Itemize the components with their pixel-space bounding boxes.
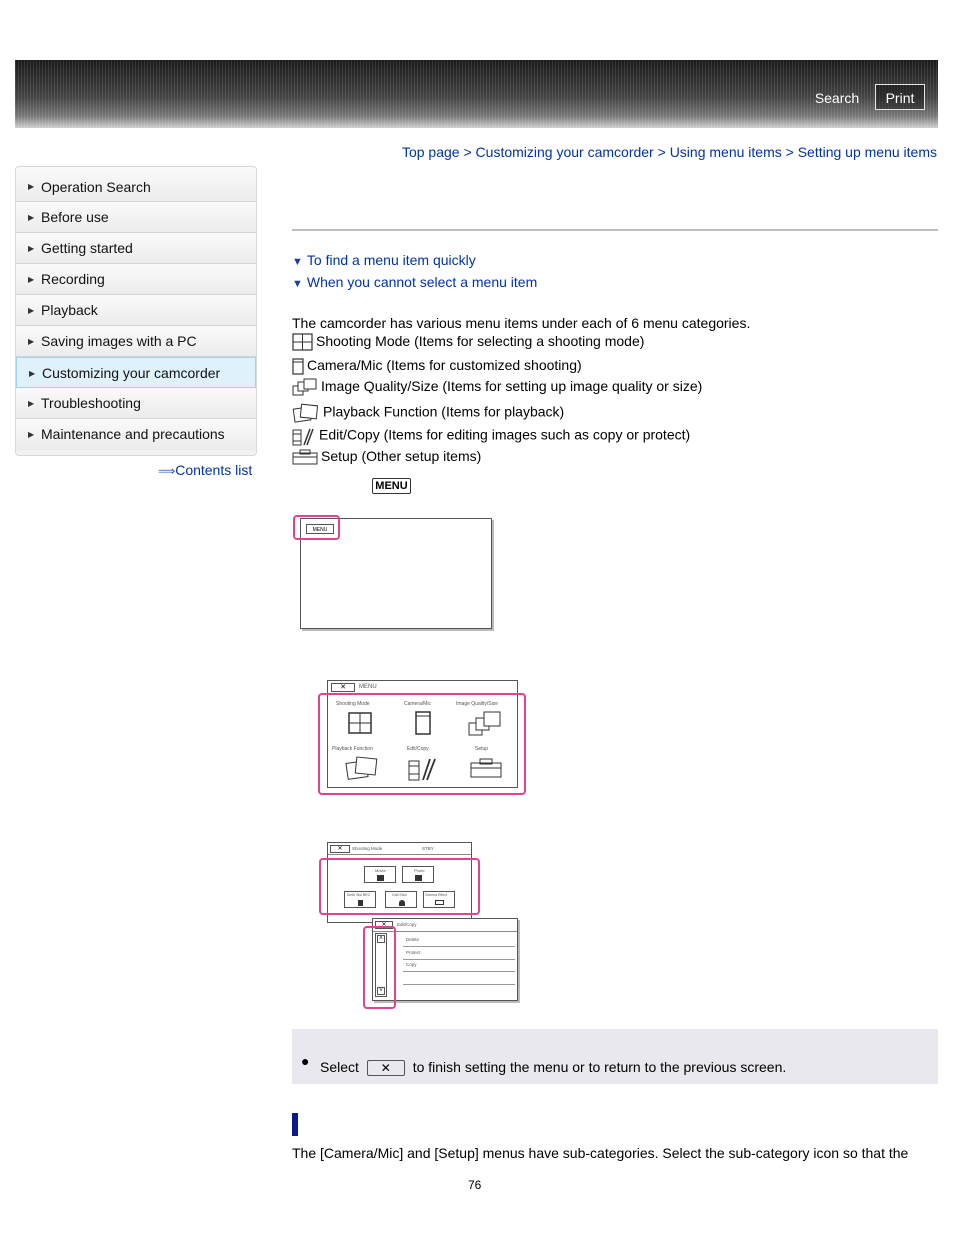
category-setup: Setup (Other setup items) bbox=[292, 448, 481, 465]
illustration-list-delete: Delete bbox=[406, 937, 420, 942]
illustration-edit-copy-title: Edit/Copy bbox=[397, 922, 417, 927]
image-quality-icon bbox=[292, 378, 318, 396]
list-divider bbox=[403, 959, 515, 960]
category-shooting-mode: Shooting Mode (Items for selecting a shooting mode) bbox=[292, 333, 644, 351]
arrow-right-icon: ▶ bbox=[28, 275, 35, 284]
illustration-close-icon: ✕ bbox=[331, 683, 355, 692]
sidebar-item-customizing[interactable]: ▶ Customizing your camcorder bbox=[16, 357, 256, 388]
highlight-scroll-buttons bbox=[363, 926, 396, 1009]
sidebar-item-playback[interactable]: ▶ Playback bbox=[16, 295, 256, 326]
list-divider bbox=[403, 946, 515, 947]
sidebar-item-before-use[interactable]: ▶ Before use bbox=[16, 202, 256, 233]
playback-function-icon bbox=[292, 403, 320, 423]
camera-mic-icon bbox=[292, 358, 304, 375]
illustration-close-icon: ✕ bbox=[375, 921, 393, 929]
scroll-down-icon: ˅ bbox=[377, 987, 385, 995]
breadcrumb bbox=[402, 144, 937, 160]
breadcrumb-using-menu-items[interactable]: Using menu items bbox=[669, 144, 782, 160]
illustration-menu-button: MENU bbox=[306, 524, 334, 534]
illustration-shooting-mode-title: Shooting Mode bbox=[352, 846, 383, 851]
illustration-list-protect: Protect bbox=[406, 950, 421, 955]
sidebar-item-saving-images[interactable]: ▶ Saving images with a PC bbox=[16, 326, 256, 357]
jump-link-find-quickly[interactable]: ▼ To find a menu item quickly bbox=[292, 252, 476, 268]
highlight-menu-categories bbox=[318, 693, 526, 795]
category-playback-function: Playback Function (Items for playback) bbox=[292, 403, 564, 423]
sidebar-nav bbox=[15, 166, 257, 456]
illustration-stby-status: STBY bbox=[422, 846, 434, 851]
category-edit-copy: Edit/Copy (Items for editing images such as copy or protect) bbox=[292, 426, 690, 446]
list-divider bbox=[403, 971, 515, 972]
search-button[interactable]: Search bbox=[814, 90, 860, 106]
edit-copy-icon bbox=[292, 426, 316, 446]
scroll-up-icon: ˄ bbox=[377, 935, 385, 943]
arrow-right-icon: ⟹ bbox=[158, 464, 176, 478]
category-image-quality: Image Quality/Size (Items for setting up image quality or size) bbox=[292, 378, 702, 396]
illustration-tile-movie: Movie bbox=[364, 866, 396, 883]
breadcrumb-separator: > bbox=[463, 144, 472, 160]
sidebar-item-operation-search[interactable]: ▶ Operation Search bbox=[16, 167, 256, 202]
menu-button-glyph: MENU bbox=[372, 478, 411, 494]
breadcrumb-customizing[interactable]: Customizing your camcorder bbox=[475, 144, 654, 160]
sidebar-item-getting-started[interactable]: ▶ Getting started bbox=[16, 233, 256, 264]
sidebar-item-recording[interactable]: ▶ Recording bbox=[16, 264, 256, 295]
note-text: Select ✕ to finish setting the menu or to return to the previous screen. bbox=[320, 1059, 787, 1076]
highlight-menu-button bbox=[293, 515, 340, 540]
illustration-close-icon: ✕ bbox=[330, 845, 350, 853]
arrow-right-icon: ▶ bbox=[28, 182, 35, 191]
page-number: 76 bbox=[468, 1178, 482, 1192]
header-bar bbox=[15, 60, 938, 128]
arrow-right-icon: ▶ bbox=[29, 369, 36, 378]
arrow-right-icon: ▶ bbox=[28, 337, 35, 346]
arrow-right-icon: ▶ bbox=[28, 306, 35, 315]
list-divider bbox=[403, 984, 515, 985]
illustration-label-shooting-mode: Shooting Mode bbox=[336, 701, 370, 707]
breadcrumb-separator: > bbox=[785, 144, 794, 160]
body-text: The [Camera/Mic] and [Setup] menus have sub-categories. Select the sub-category icon so that the bbox=[292, 1145, 909, 1161]
category-camera-mic: Camera/Mic (Items for customized shooting) bbox=[292, 357, 582, 375]
breadcrumb-setting-up-menu-items[interactable]: Setting up menu items bbox=[797, 144, 937, 160]
illustration-label-edit-copy: Edit/Copy bbox=[407, 746, 429, 752]
jump-link-cannot-select[interactable]: ▼ When you cannot select a menu item bbox=[292, 274, 538, 290]
illustration-list-copy: Copy bbox=[406, 962, 417, 967]
sidebar-item-troubleshooting[interactable]: ▶ Troubleshooting bbox=[16, 388, 256, 419]
illustration-label-image-quality: Image Quality/Size bbox=[456, 701, 498, 707]
breadcrumb-separator: > bbox=[657, 144, 666, 160]
arrow-right-icon: ▶ bbox=[28, 430, 35, 439]
illustration-tile-golf-shot: Golf Shot bbox=[385, 891, 417, 908]
arrow-right-icon: ▶ bbox=[28, 213, 35, 222]
illustration-label-camera-mic: Camera/Mic bbox=[404, 701, 431, 707]
section-heading-marker bbox=[292, 1113, 298, 1136]
illustration-tile-photo: Photo bbox=[402, 866, 434, 883]
close-icon: ✕ bbox=[367, 1060, 405, 1076]
arrow-right-icon: ▶ bbox=[28, 244, 35, 253]
illustration-divider bbox=[328, 854, 471, 855]
triangle-down-icon: ▼ bbox=[292, 256, 303, 268]
illustration-tile-smth-slw-rec: Smth Slw REC bbox=[344, 891, 376, 908]
bullet-icon: ● bbox=[301, 1053, 310, 1069]
illustration-label-playback-function: Playback Function bbox=[332, 746, 373, 752]
print-button[interactable]: Print bbox=[875, 84, 925, 110]
breadcrumb-top-page[interactable]: Top page bbox=[401, 144, 460, 160]
arrow-right-icon: ▶ bbox=[28, 399, 35, 408]
contents-list-link[interactable]: ⟹Contents list bbox=[158, 462, 253, 478]
note-box bbox=[292, 1029, 938, 1084]
setup-icon bbox=[292, 449, 318, 465]
highlight-mode-tiles bbox=[319, 858, 480, 915]
shooting-mode-icon bbox=[292, 333, 313, 351]
illustration-menu-title: MENU bbox=[359, 684, 377, 690]
triangle-down-icon: ▼ bbox=[292, 278, 303, 290]
sidebar-item-maintenance[interactable]: ▶ Maintenance and precautions bbox=[16, 419, 256, 450]
title-divider bbox=[292, 229, 938, 231]
intro-text: The camcorder has various menu items under each of 6 menu categories. bbox=[292, 315, 751, 331]
illustration-label-setup: Setup bbox=[475, 746, 489, 752]
illustration-tile-cinema-effect: Cinema Effect bbox=[423, 891, 455, 908]
